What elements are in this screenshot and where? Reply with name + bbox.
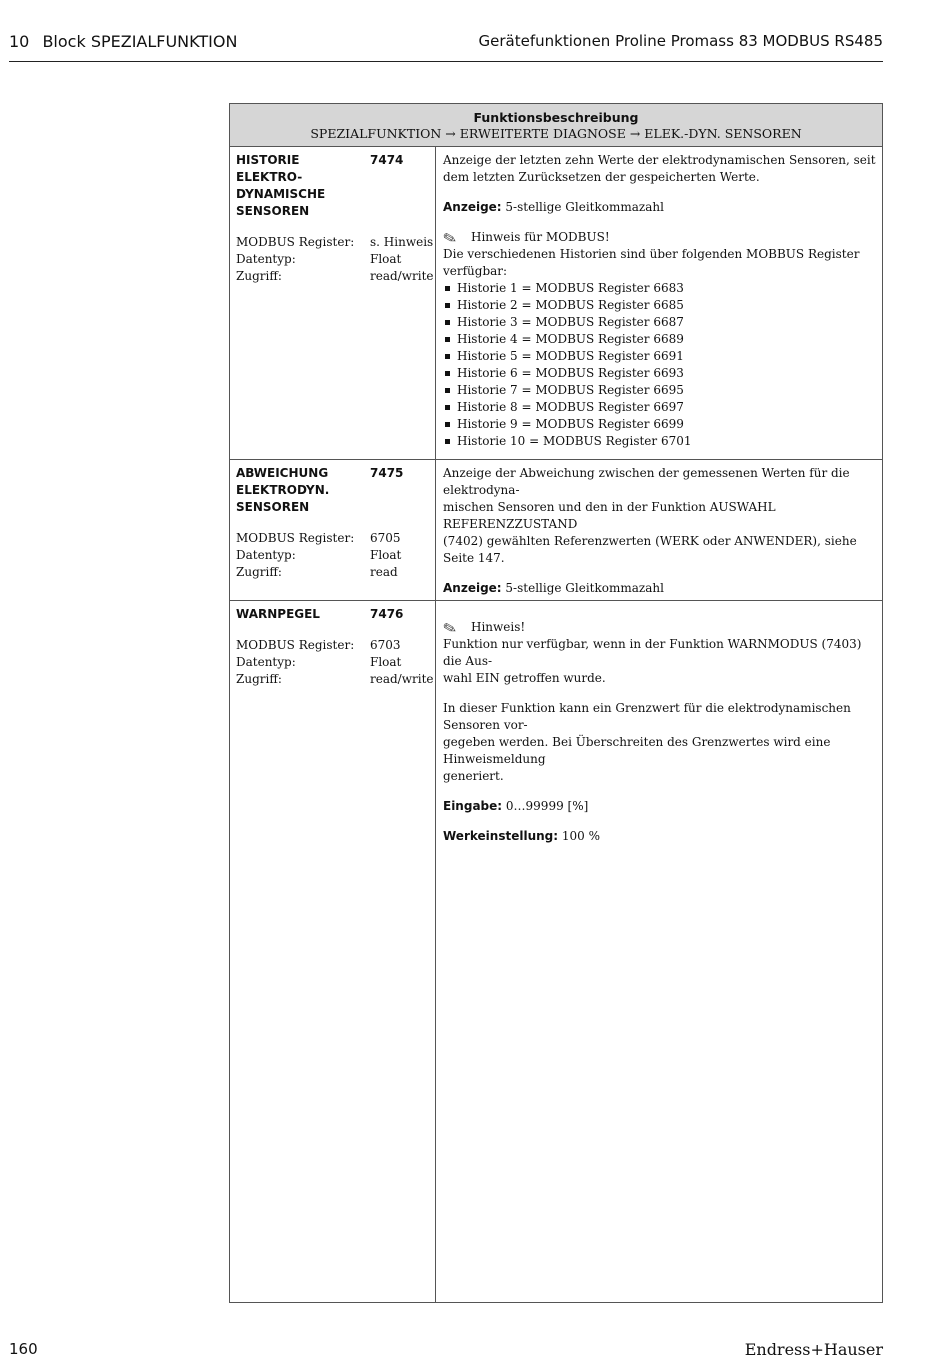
function-number: 7476 xyxy=(370,607,404,621)
list-item xyxy=(443,365,876,382)
function-header-cell xyxy=(230,147,436,459)
list-item-text: Historie 6 = MODBUS Register 6693 xyxy=(457,366,684,380)
anzeige-line xyxy=(443,580,876,597)
meta-value: Float xyxy=(370,548,402,562)
anzeige-label: Anzeige: xyxy=(443,581,502,595)
note-line: wahl EIN getroffen wurde. xyxy=(443,671,606,685)
werkeinstellung-value: 100 % xyxy=(561,829,600,843)
anzeige-value: 5-stellige Gleitkommazahl xyxy=(505,581,664,595)
table-title: Funktionsbeschreibung xyxy=(473,110,639,125)
list-item-text: Historie 10 = MODBUS Register 6701 xyxy=(457,434,692,448)
page-number: 160 xyxy=(9,1340,38,1358)
function-meta xyxy=(236,637,435,688)
meta-key: Datentyp: xyxy=(236,548,296,562)
list-item-text: Historie 7 = MODBUS Register 6695 xyxy=(457,383,684,397)
eingabe-line xyxy=(443,798,876,815)
description-line: In dieser Funktion kann ein Grenzwert für die elektrodynamischen Sensoren vor- xyxy=(443,701,851,732)
anzeige-line xyxy=(443,199,876,216)
list-item xyxy=(443,382,876,399)
bullet-icon xyxy=(445,371,450,376)
function-name-line: HISTORIE xyxy=(236,153,300,167)
header-section xyxy=(9,32,237,51)
list-item xyxy=(443,314,876,331)
werkeinstellung-line xyxy=(443,828,876,845)
list-item-text: Historie 9 = MODBUS Register 6699 xyxy=(457,417,684,431)
page-footer xyxy=(9,1340,883,1360)
note-line: Funktion nur verfügbar, wenn in der Funktion WARNMODUS (7403) die Aus- xyxy=(443,637,862,668)
document-title: Gerätefunktionen Proline Promass 83 MODBUS RS485 xyxy=(478,32,883,50)
meta-key: Datentyp: xyxy=(236,252,296,266)
pencil-note-icon: ✎ xyxy=(440,617,459,640)
function-header-cell xyxy=(230,601,436,1302)
list-item-text: Historie 1 = MODBUS Register 6683 xyxy=(457,281,684,295)
bullet-icon xyxy=(445,439,450,444)
bullet-icon xyxy=(445,337,450,342)
function-name-line: SENSOREN xyxy=(236,500,310,514)
eingabe-value: 0…99999 [%] xyxy=(505,799,589,813)
meta-key: Zugriff: xyxy=(236,672,282,686)
description-line: Anzeige der Abweichung zwischen der gemessenen Werten für die elektrodyna- xyxy=(443,466,850,497)
note-heading xyxy=(440,617,876,640)
history-register-list xyxy=(443,280,876,450)
function-name-line: DYNAMISCHE xyxy=(236,187,326,201)
function-description xyxy=(443,465,876,567)
list-item-text: Historie 2 = MODBUS Register 6685 xyxy=(457,298,684,312)
meta-value: Float xyxy=(370,252,402,266)
meta-key: Zugriff: xyxy=(236,269,282,283)
pencil-note-icon: ✎ xyxy=(440,227,459,250)
meta-value: read xyxy=(370,565,398,579)
function-name-line: ELEKTRODYN. xyxy=(236,483,330,497)
description-line: gegeben werden. Bei Überschreiten des Grenzwertes wird eine Hinweismeldung xyxy=(443,735,831,766)
function-name xyxy=(236,465,435,516)
function-meta xyxy=(236,530,435,581)
list-item xyxy=(443,280,876,297)
werkeinstellung-label: Werkeinstellung: xyxy=(443,829,559,843)
list-item xyxy=(443,297,876,314)
meta-key: MODBUS Register: xyxy=(236,638,355,652)
description-line: (7402) gewählten Referenzwerten (WERK oder ANWENDER), siehe Seite 147. xyxy=(443,534,857,565)
function-description xyxy=(443,700,876,785)
list-item-text: Historie 4 = MODBUS Register 6689 xyxy=(457,332,684,346)
bullet-icon xyxy=(445,388,450,393)
page-header xyxy=(9,30,883,62)
list-item-text: Historie 3 = MODBUS Register 6687 xyxy=(457,315,684,329)
function-name xyxy=(236,152,435,220)
function-name-line: ABWEICHUNG xyxy=(236,466,329,480)
function-description: Anzeige der letzten zehn Werte der elektrodynamischen Sensoren, seit dem letzten Zurücksetzen der gespeicherten Werte. xyxy=(443,153,876,184)
list-item xyxy=(443,433,876,450)
bullet-icon xyxy=(445,303,450,308)
description-line: mischen Sensoren und den in der Funktion AUSWAHL REFERENZZUSTAND xyxy=(443,500,776,531)
function-description-cell xyxy=(436,147,882,459)
bullet-icon xyxy=(445,320,450,325)
function-row-7474 xyxy=(230,147,882,460)
bullet-icon xyxy=(445,422,450,427)
function-description-cell xyxy=(436,601,882,1302)
meta-key: Zugriff: xyxy=(236,565,282,579)
function-row-7476 xyxy=(230,601,882,1302)
chapter-number: 10 xyxy=(9,32,30,51)
function-description-cell xyxy=(436,460,882,600)
note-title: Hinweis für MODBUS! xyxy=(471,230,610,244)
meta-value: s. Hinweis xyxy=(370,235,434,249)
list-item-text: Historie 5 = MODBUS Register 6691 xyxy=(457,349,684,363)
section-title: Block SPEZIALFUNKTION xyxy=(42,32,238,51)
eingabe-label: Eingabe: xyxy=(443,799,503,813)
meta-value: 6703 xyxy=(370,638,401,652)
list-item xyxy=(443,331,876,348)
meta-key: MODBUS Register: xyxy=(236,531,355,545)
note-text xyxy=(443,636,876,687)
table-path: SPEZIALFUNKTION → ERWEITERTE DIAGNOSE → ELEK.-DYN. SENSOREN xyxy=(310,126,802,141)
meta-value: read/write xyxy=(370,269,434,283)
function-name-line: SENSOREN xyxy=(236,204,310,218)
function-name-line: ELEKTRO- xyxy=(236,170,303,184)
description-line: generiert. xyxy=(443,769,504,783)
function-table xyxy=(229,103,883,1303)
list-item-text: Historie 8 = MODBUS Register 6697 xyxy=(457,400,684,414)
note-title: Hinweis! xyxy=(471,620,526,634)
list-item xyxy=(443,416,876,433)
list-item xyxy=(443,348,876,365)
meta-value: read/write xyxy=(370,672,434,686)
anzeige-value: 5-stellige Gleitkommazahl xyxy=(505,200,664,214)
brand-logo-text: Endress+Hauser xyxy=(744,1340,883,1359)
function-number: 7475 xyxy=(370,466,404,480)
function-name-line: WARNPEGEL xyxy=(236,607,320,621)
meta-value: 6705 xyxy=(370,531,401,545)
meta-key: Datentyp: xyxy=(236,655,296,669)
bullet-icon xyxy=(445,286,450,291)
function-number: 7474 xyxy=(370,153,404,167)
table-title-bar xyxy=(230,104,882,147)
note-heading xyxy=(440,227,876,250)
meta-value: Float xyxy=(370,655,402,669)
function-header-cell xyxy=(230,460,436,600)
function-meta xyxy=(236,234,435,285)
function-name xyxy=(236,606,435,623)
function-row-7475 xyxy=(230,460,882,601)
note-text: Die verschiedenen Historien sind über folgenden MOBBUS Register verfügbar: xyxy=(443,247,860,278)
anzeige-label: Anzeige: xyxy=(443,200,502,214)
meta-key: MODBUS Register: xyxy=(236,235,355,249)
bullet-icon xyxy=(445,354,450,359)
list-item xyxy=(443,399,876,416)
bullet-icon xyxy=(445,405,450,410)
